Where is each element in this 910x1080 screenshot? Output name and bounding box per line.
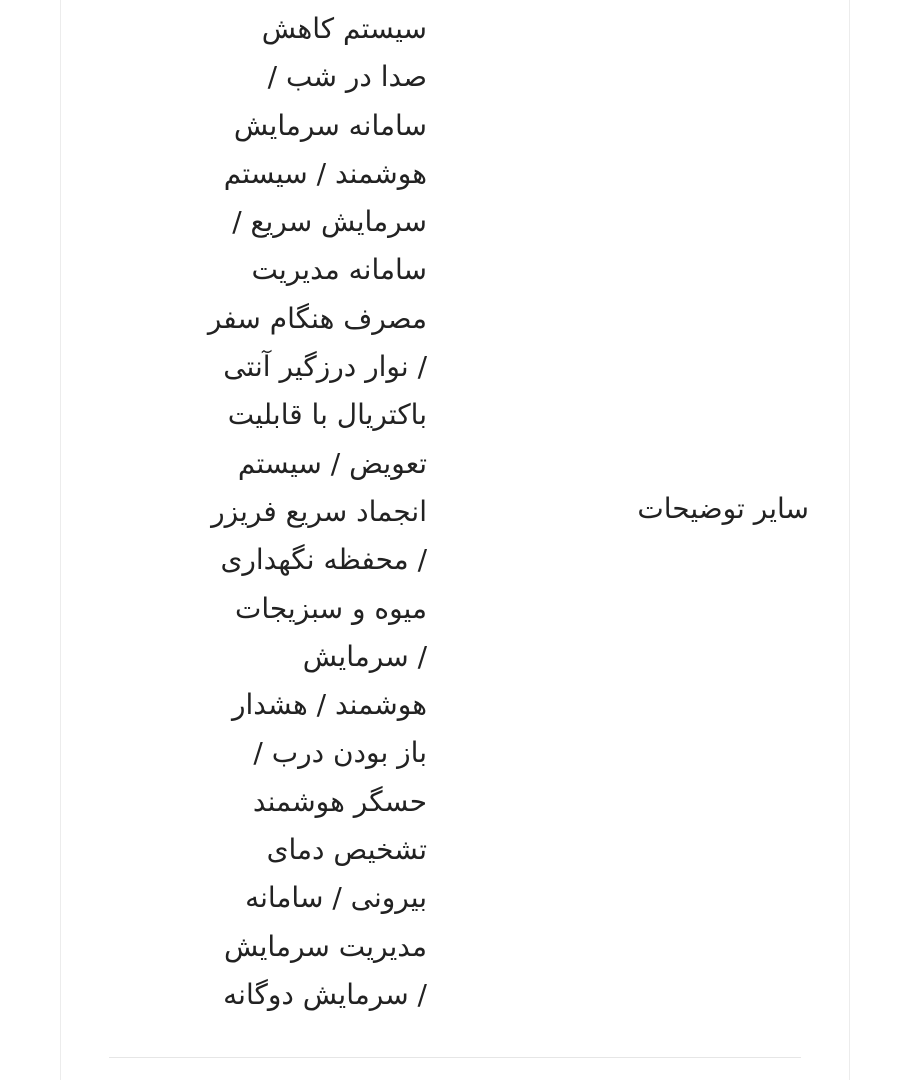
spec-value-line: مصرف هنگام سفر: [207, 301, 427, 335]
spec-value-line: تعویض / سیستم: [237, 446, 427, 480]
spec-value-line: / محفظه نگهداری: [220, 543, 427, 577]
spec-value-line: تشخیص دمای: [266, 833, 427, 867]
spec-value-line: حسگر هوشمند: [252, 784, 427, 818]
spec-value-line: سامانه سرمایش: [233, 108, 427, 142]
spec-label: سایر توضیحات: [637, 492, 809, 525]
spec-value-line: / سرمایش: [302, 639, 427, 673]
spec-value-line: / سرمایش دوگانه: [223, 977, 427, 1011]
spec-row-other-details: [109, 0, 809, 1058]
spec-value-line: انجماد سریع فریزر: [211, 494, 427, 528]
spec-value-line: سیستم کاهش: [261, 12, 427, 45]
spec-value-line: هوشمند / سیستم: [223, 156, 427, 190]
spec-value-line: باکتریال با قابلیت: [227, 398, 427, 432]
spec-value-line: باز بودن درب /: [253, 736, 427, 770]
spec-value-line: / نوار درزگیر آنتی: [223, 350, 427, 384]
spec-value-line: سامانه مدیریت: [251, 253, 427, 287]
spec-value-line: سرمایش سریع /: [232, 205, 427, 239]
content-panel: [60, 0, 850, 1080]
spec-value-line: مدیریت سرمایش: [223, 929, 427, 963]
spec-value-line: صدا در شب /: [267, 60, 427, 94]
spec-value: [169, 5, 427, 1019]
spec-value-line: هوشمند / هشدار: [231, 688, 427, 722]
spec-value-line: بیرونی / سامانه: [245, 881, 427, 915]
spec-value-line: میوه و سبزیجات: [234, 591, 427, 625]
